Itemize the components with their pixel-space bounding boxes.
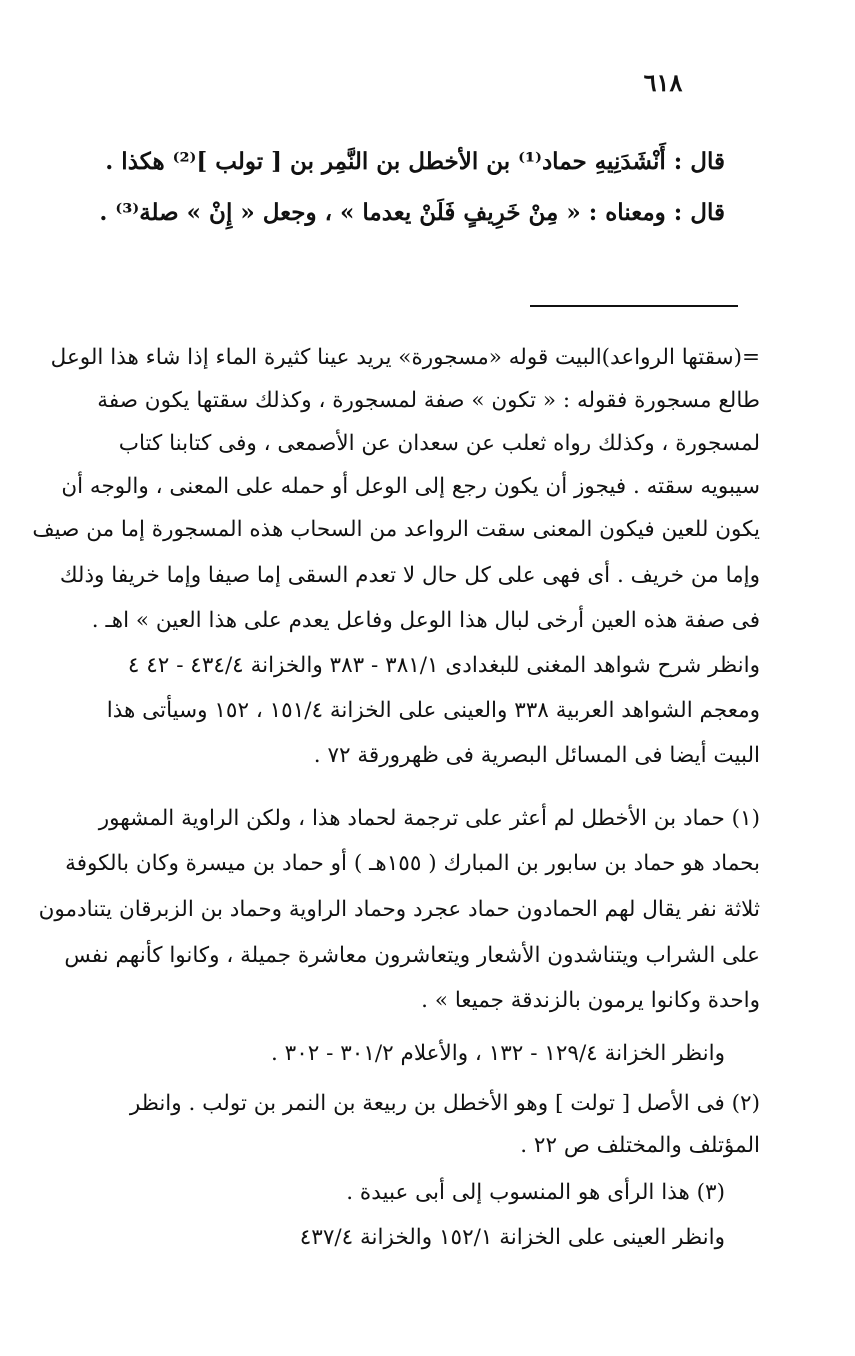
footnote-3-line-2: وانظر العينى على الخزانة ١٥٢/١ والخزانة ٤٣٧/٤ [299, 1225, 725, 1250]
footnote-separator [530, 305, 738, 307]
continuation-line-7: فى صفة هذه العين أرخى لبال هذا الوعل وفاعل يعدم على هذا العين » اهـ . [91, 608, 760, 633]
page-number: ٦١٨ [643, 68, 683, 97]
references-line-3: البيت أيضا فى المسائل البصرية فى ظهرورقة ٧٢ . [313, 743, 760, 768]
footnote-1-line-2: بحماد هو حماد بن سابور بن المبارك ( ١٥٥هـ ) أو حماد بن ميسرة وكان بالكوفة [65, 851, 760, 876]
main-text-line-1: قال : أَنْشَدَنِيهِ حماد⁽¹⁾ بن الأخطل بن النَّمِر بن [ تولب ]⁽²⁾ هكذا . [105, 148, 725, 175]
footnote-1-line-4: على الشراب ويتناشدون الأشعار ويتعاشرون معاشرة جميلة ، وكانوا كأنهم نفس [64, 943, 760, 968]
footnote-1-line-3: ثلاثة نفر يقال لهم الحمادون حماد عجرد وحماد الراوية وحماد بن الزبرقان يتنادمون [38, 897, 760, 922]
footnote-1-line-1: (١) حماد بن الأخطل لم أعثر على ترجمة لحماد هذا ، ولكن الراوية المشهور [98, 806, 760, 831]
footnote-2-line-2: المؤتلف والمختلف ص ٢٢ . [520, 1133, 760, 1158]
footnote-1-reference: وانظر الخزانة ١٢٩/٤ - ١٣٢ ، والأعلام ٣٠١/٢ - ٣٠٢ . [270, 1041, 725, 1066]
continuation-line-5: يكون للعين فيكون المعنى سقت الرواعد من السحاب هذه المسجورة إما من صيف [32, 517, 760, 542]
references-line-2: ومعجم الشواهد العربية ٣٣٨ والعينى على الخزانة ١٥١/٤ ، ١٥٢ وسيأتى هذا [106, 698, 760, 723]
continuation-line-4: سيبويه سقته . فيجوز أن يكون رجع إلى الوعل أو حمله على المعنى ، والوجه أن [61, 474, 760, 499]
footnote-3-line-1: (٣) هذا الرأى هو المنسوب إلى أبى عبيدة . [346, 1180, 725, 1205]
footnote-2-line-1: (٢) فى الأصل [ تولت ] وهو الأخطل بن ربيعة بن النمر بن تولب . وانظر [129, 1091, 760, 1116]
continuation-line-2: طالع مسجورة فقوله : « تكون » صفة لمسجورة ، وكذلك سقتها يكون صفة [97, 388, 760, 413]
continuation-line-6: وإما من خريف . أى فهى على كل حال لا تعدم السقى إما صيفا وإما خريفا وذلك [59, 563, 760, 588]
continuation-line-3: لمسجورة ، وكذلك رواه ثعلب عن سعدان عن الأصمعى ، وفى كتابنا كتاب [118, 431, 760, 456]
main-text-line-2: قال : ومعناه : « مِنْ خَرِيفٍ فَلَنْ يعدما » ، وجعل « إِنْ » صلة⁽³⁾ . [99, 199, 725, 226]
references-line-1: وانظر شرح شواهد المغنى للبغدادى ٣٨١/١ - ٣٨٣ والخزانة ٤٣٤/٤ - ٤٢ ٤ [127, 653, 760, 678]
footnote-1-line-5: واحدة وكانوا يرمون بالزندقة جميعا » . [421, 988, 760, 1013]
continuation-line-1: =(سقتها الرواعد)البيت قوله «مسجورة» يريد عينا كثيرة الماء إذا شاء هذا الوعل [50, 345, 760, 370]
